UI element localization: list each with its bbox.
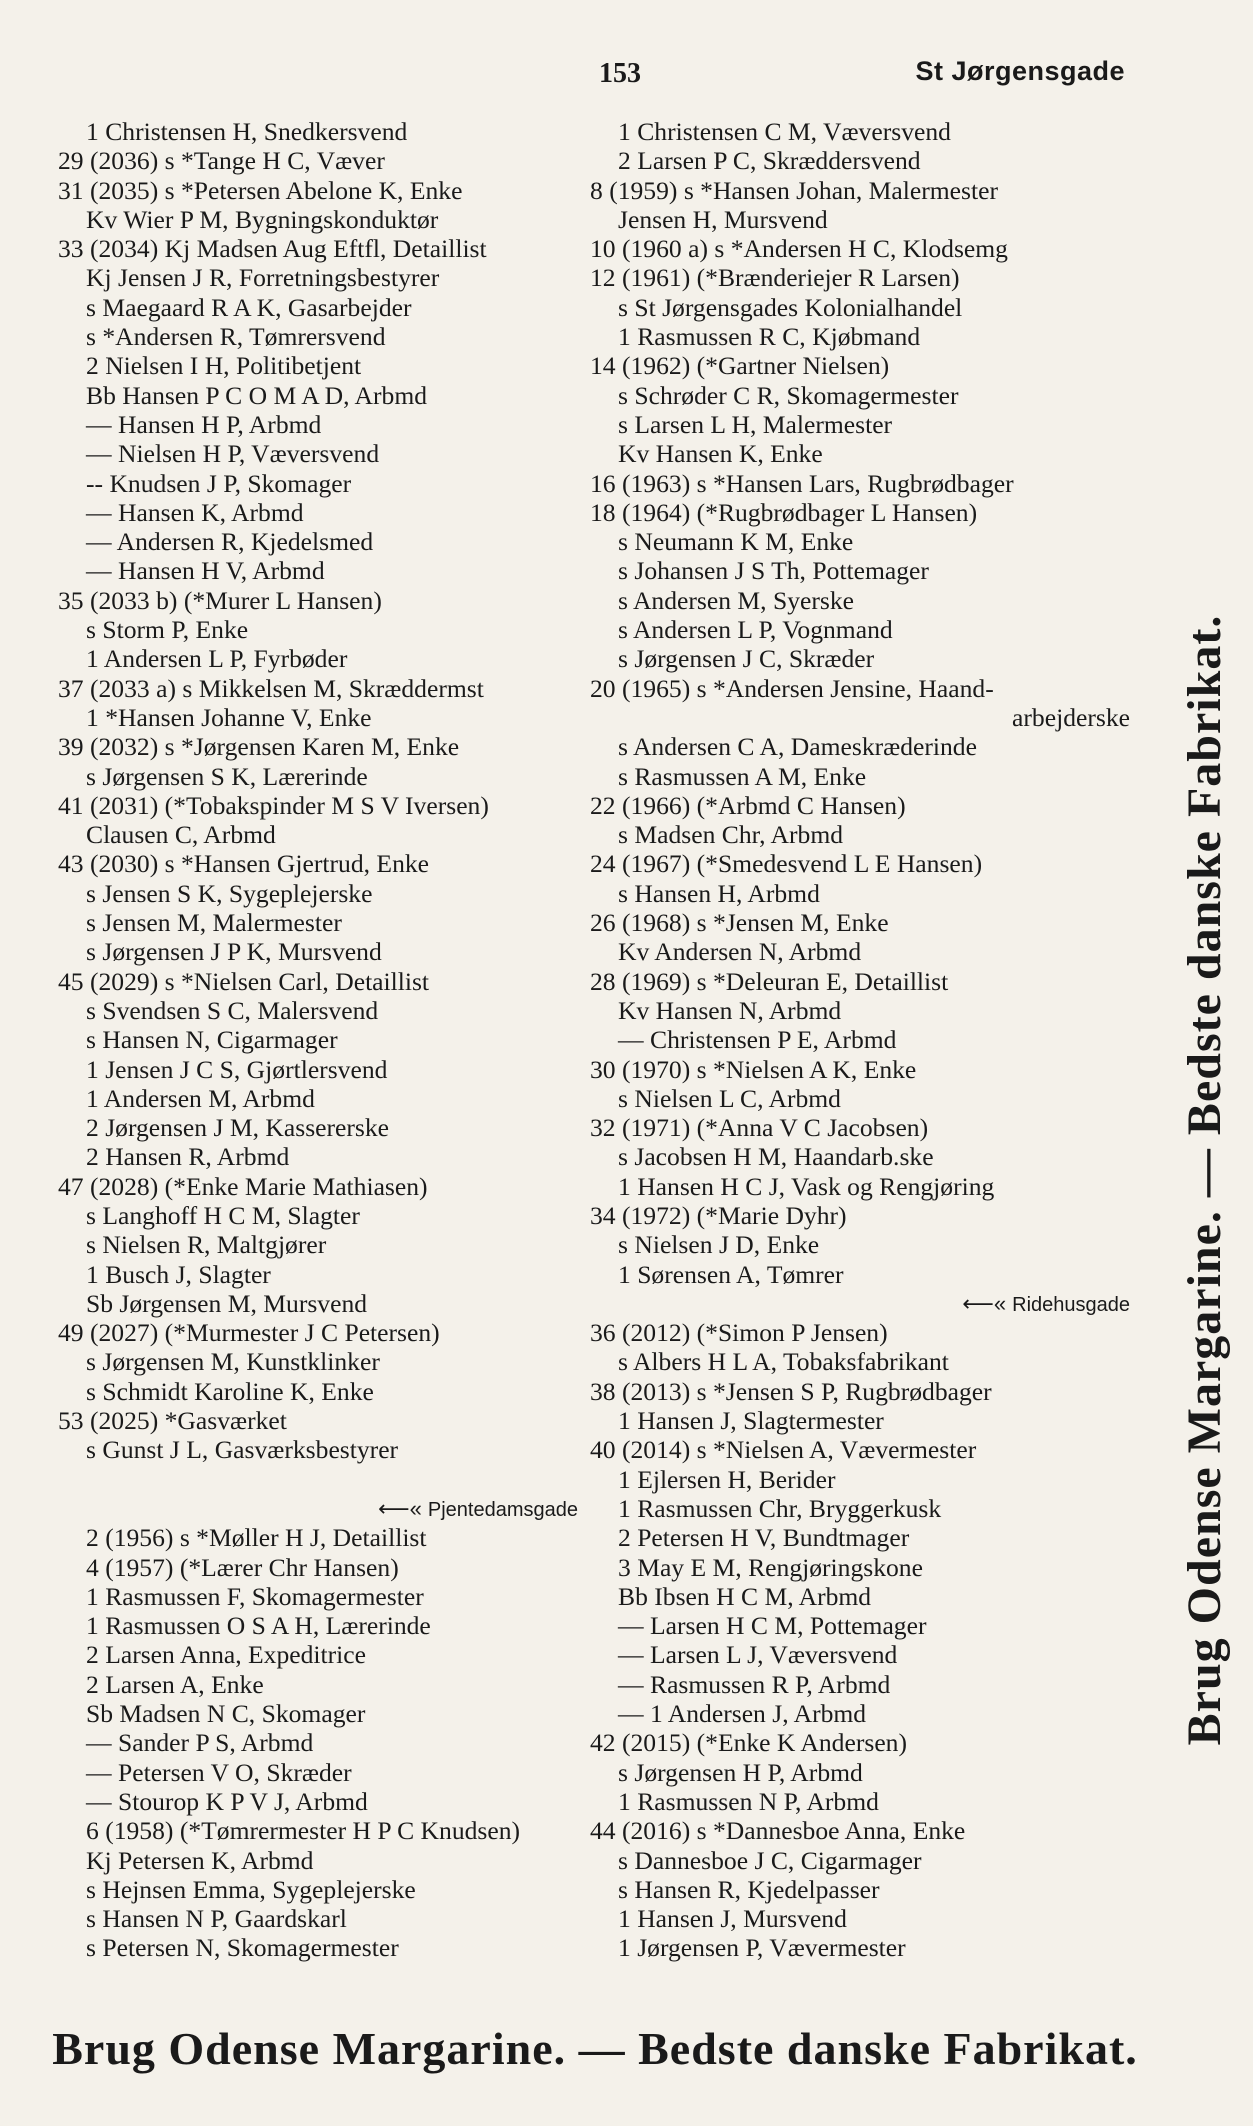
directory-entry: 26 (1968) s *Jensen M, Enke (590, 908, 889, 938)
directory-entry: 35 (2033 b) (*Murer L Hansen) (58, 585, 382, 615)
directory-entry: 2 Larsen A, Enke (86, 1669, 264, 1699)
directory-entry: Jensen H, Mursvend (618, 204, 828, 234)
side-advertisement: Brug Odense Margarine. — Bedste danske Fabrikat. (1178, 614, 1231, 1746)
directory-entry: 6 (1958) (*Tømrermester H P C Knudsen) (86, 1816, 521, 1846)
directory-entry: s Andersen M, Syerske (618, 585, 855, 615)
directory-entry: 1 Ejlersen H, Berider (618, 1464, 836, 1494)
directory-entry: s Jørgensen J P K, Mursvend (86, 937, 382, 967)
directory-entry: s Hansen N P, Gaardskarl (86, 1904, 347, 1934)
directory-entry: 1 Christensen C M, Væversvend (618, 117, 951, 146)
directory-entry: Kv Andersen N, Arbmd (618, 937, 862, 967)
pointing-arrow-icon: ⟵« (962, 1290, 1007, 1316)
directory-entry: — Petersen V O, Skræder (86, 1757, 352, 1787)
directory-entry: 33 (2034) Kj Madsen Aug Eftfl, Detaillist (58, 234, 487, 264)
directory-entry: Kj Jensen J R, Forretningsbestyrer (86, 263, 440, 293)
directory-entry: s Jørgensen S K, Lærerinde (86, 761, 368, 791)
directory-entry: 8 (1959) s *Hansen Johan, Malermester (590, 175, 998, 205)
directory-entry: — Hansen H V, Arbmd (86, 556, 325, 586)
directory-entry: 14 (1962) (*Gartner Nielsen) (590, 351, 890, 381)
directory-entry: s *Andersen R, Tømrersvend (86, 322, 386, 352)
pointing-arrow-icon: ⟵« (378, 1495, 422, 1521)
cross-street-label: Ridehusgade (1012, 1293, 1130, 1316)
directory-entry: s Jacobsen H M, Haandarb.ske (618, 1142, 934, 1172)
directory-entry: 1 Rasmussen F, Skomagermester (86, 1581, 424, 1611)
directory-entry: s Rasmussen A M, Enke (618, 761, 867, 791)
directory-entry: — Larsen H C M, Pottemager (618, 1611, 927, 1641)
directory-entry: 44 (2016) s *Dannesboe Anna, Enke (590, 1816, 966, 1846)
directory-entry: 1 *Hansen Johanne V, Enke (86, 702, 372, 732)
directory-entry: 1 Busch J, Slagter (86, 1259, 271, 1289)
directory-entry: s Hansen N, Cigarmager (86, 1025, 338, 1055)
directory-entry: 30 (1970) s *Nielsen A K, Enke (590, 1054, 917, 1084)
directory-entry: 1 Jensen J C S, Gjørtlersvend (86, 1054, 388, 1084)
directory-entry: s Schmidt Karoline K, Enke (86, 1376, 374, 1406)
directory-entry: -- Knudsen J P, Skomager (86, 468, 352, 498)
directory-entry: 37 (2033 a) s Mikkelsen M, Skræddermst (58, 673, 484, 703)
directory-entry: — Hansen H P, Arbmd (86, 409, 322, 439)
directory-entry: 1 Rasmussen Chr, Bryggerkusk (618, 1493, 942, 1523)
directory-entry: 24 (1967) (*Smedesvend L E Hansen) (590, 849, 983, 879)
directory-entry: — Christensen P E, Arbmd (618, 1025, 897, 1055)
directory-entry: s Hansen R, Kjedelpasser (618, 1874, 880, 1904)
directory-entry: s Nielsen L C, Arbmd (618, 1083, 841, 1113)
directory-entry: Kv Hansen K, Enke (618, 439, 823, 469)
directory-entry: 16 (1963) s *Hansen Lars, Rugbrødbager (590, 468, 1014, 498)
left-column (58, 117, 578, 1963)
directory-entry: 28 (1969) s *Deleuran E, Detaillist (590, 966, 949, 996)
directory-entry: s Nielsen J D, Enke (618, 1230, 820, 1260)
directory-entry: — 1 Andersen J, Arbmd (618, 1699, 867, 1729)
bottom-advertisement: Brug Odense Margarine. — Bedste danske Fabrikat. (52, 2023, 1138, 2074)
directory-entry: 47 (2028) (*Enke Marie Mathiasen) (58, 1171, 428, 1201)
directory-entry: 43 (2030) s *Hansen Gjertrud, Enke (58, 849, 430, 879)
street-title: St Jørgensgade (915, 56, 1125, 86)
directory-entry: s Maegaard R A K, Gasarbejder (86, 292, 412, 322)
directory-entry: 53 (2025) *Gasværket (58, 1406, 287, 1436)
directory-entry: 34 (1972) (*Marie Dyhr) (590, 1200, 847, 1230)
directory-entry: Sb Jørgensen M, Mursvend (86, 1288, 368, 1318)
directory-entry: s Nielsen R, Maltgjører (86, 1230, 327, 1260)
directory-entry: s Madsen Chr, Arbmd (618, 820, 844, 850)
directory-entry: 18 (1964) (*Rugbrødbager L Hansen) (590, 497, 978, 527)
directory-entry: s Schrøder C R, Skomagermester (618, 380, 959, 410)
page-number: 153 (599, 58, 641, 89)
directory-entry: 49 (2027) (*Murmester J C Petersen) (58, 1318, 440, 1348)
directory-entry: s Hansen H, Arbmd (618, 878, 820, 908)
directory-entry: s Johansen J S Th, Pottemager (618, 556, 929, 586)
directory-entry: 2 Nielsen I H, Politibetjent (86, 351, 362, 381)
directory-entry: — Rasmussen R P, Arbmd (618, 1669, 891, 1699)
directory-entry: 2 Larsen Anna, Expeditrice (86, 1640, 367, 1670)
directory-entry: s Andersen C A, Dameskræderinde (618, 732, 977, 762)
directory-entry: 2 Larsen P C, Skræddersvend (618, 146, 921, 176)
directory-entry: arbejderske (1012, 702, 1130, 732)
directory-entry: 38 (2013) s *Jensen S P, Rugbrødbager (590, 1376, 992, 1406)
directory-entry: Kv Hansen N, Arbmd (618, 995, 842, 1025)
directory-entry: s Jørgensen M, Kunstklinker (86, 1347, 380, 1377)
directory-entry: s Svendsen S C, Malersvend (86, 995, 379, 1025)
cross-street-marker (58, 1494, 578, 1523)
directory-entry: s Larsen L H, Malermester (618, 409, 893, 439)
directory-entry: 1 Hansen J, Mursvend (618, 1904, 847, 1934)
directory-entry: s Jørgensen H P, Arbmd (618, 1757, 863, 1787)
directory-entry: s Gunst J L, Gasværksbestyrer (86, 1435, 399, 1465)
directory-entry: 10 (1960 a) s *Andersen H C, Klodsemg (590, 234, 1008, 264)
directory-entry: 41 (2031) (*Tobakspinder M S V Iversen) (58, 790, 489, 820)
directory-entry: 42 (2015) (*Enke K Andersen) (590, 1728, 907, 1758)
directory-entry: — Andersen R, Kjedelsmed (86, 527, 374, 557)
directory-entry: 29 (2036) s *Tange H C, Væver (58, 146, 385, 176)
directory-entry: 2 (1956) s *Møller H J, Detaillist (86, 1523, 427, 1553)
directory-entry: — Larsen L J, Væversvend (618, 1640, 898, 1670)
directory-entry: s Neumann K M, Enke (618, 527, 854, 557)
directory-entry: s Storm P, Enke (86, 615, 249, 645)
directory-entry: Bb Ibsen H C M, Arbmd (618, 1581, 872, 1611)
directory-entry: 31 (2035) s *Petersen Abelone K, Enke (58, 175, 463, 205)
directory-entry: 3 May E M, Rengjøringskone (618, 1552, 923, 1582)
directory-entry: 1 Hansen H C J, Vask og Rengjøring (618, 1171, 995, 1201)
directory-entry: s St Jørgensgades Kolonialhandel (618, 292, 963, 322)
directory-entry: 2 Hansen R, Arbmd (86, 1142, 290, 1172)
directory-entry: 36 (2012) (*Simon P Jensen) (590, 1318, 888, 1348)
cross-street-marker (590, 1289, 1130, 1318)
directory-entry: 22 (1966) (*Arbmd C Hansen) (590, 790, 906, 820)
directory-entry: 40 (2014) s *Nielsen A, Vævermester (590, 1435, 977, 1465)
directory-entry: s Albers H L A, Tobaksfabrikant (618, 1347, 949, 1377)
directory-entry: 1 Rasmussen O S A H, Lærerinde (86, 1611, 431, 1641)
directory-entry: Bb Hansen P C O M A D, Arbmd (86, 380, 428, 410)
directory-entry: s Jensen M, Malermester (86, 908, 342, 938)
directory-entry: 1 Jørgensen P, Vævermester (618, 1933, 906, 1963)
directory-entry: — Nielsen H P, Væversvend (86, 439, 380, 469)
directory-entry: s Langhoff H C M, Slagter (86, 1200, 360, 1230)
directory-entry: s Dannesboe J C, Cigarmager (618, 1845, 922, 1875)
directory-entry: 45 (2029) s *Nielsen Carl, Detaillist (58, 966, 430, 996)
directory-entry: 32 (1971) (*Anna V C Jacobsen) (590, 1113, 929, 1143)
directory-entry: s Jørgensen J C, Skræder (618, 644, 875, 674)
directory-entry: 1 Rasmussen N P, Arbmd (618, 1786, 879, 1816)
directory-entry: 1 Hansen J, Slagtermester (618, 1406, 884, 1436)
directory-entry: s Hejnsen Emma, Sygeplejerske (86, 1874, 416, 1904)
directory-entry: — Hansen K, Arbmd (86, 497, 304, 527)
directory-entry: 4 (1957) (*Lærer Chr Hansen) (86, 1552, 399, 1582)
directory-entry: 1 Sørensen A, Tømrer (618, 1259, 844, 1289)
directory-entry: 1 Andersen L P, Fyrbøder (86, 644, 348, 674)
right-column (590, 117, 1130, 1963)
directory-entry: 1 Andersen M, Arbmd (86, 1083, 315, 1113)
blank-line (58, 1465, 578, 1494)
directory-entry: 39 (2032) s *Jørgensen Karen M, Enke (58, 732, 460, 762)
directory-entry: 2 Petersen H V, Bundtmager (618, 1523, 910, 1553)
directory-entry: s Jensen S K, Sygeplejerske (86, 878, 373, 908)
cross-street-label: Pjentedamsgade (427, 1498, 578, 1521)
directory-entry: 2 Jørgensen J M, Kassererske (86, 1113, 390, 1143)
directory-entry: — Stourop K P V J, Arbmd (86, 1786, 368, 1816)
directory-entry: 1 Rasmussen R C, Kjøbmand (618, 322, 921, 352)
directory-entry: Kj Petersen K, Arbmd (86, 1845, 314, 1875)
directory-entry: — Sander P S, Arbmd (86, 1728, 314, 1758)
directory-entry: 1 Christensen H, Snedkersvend (86, 117, 408, 146)
directory-entry: s Petersen N, Skomagermester (86, 1933, 399, 1963)
directory-entry: Sb Madsen N C, Skomager (86, 1699, 366, 1729)
directory-entry: Clausen C, Arbmd (86, 820, 276, 850)
directory-entry: 20 (1965) s *Andersen Jensine, Haand- (590, 673, 994, 703)
directory-entry: 12 (1961) (*Brænderiejer R Larsen) (590, 263, 960, 293)
directory-entry: s Andersen L P, Vognmand (618, 615, 893, 645)
directory-entry: Kv Wier P M, Bygningskonduktør (86, 204, 439, 234)
